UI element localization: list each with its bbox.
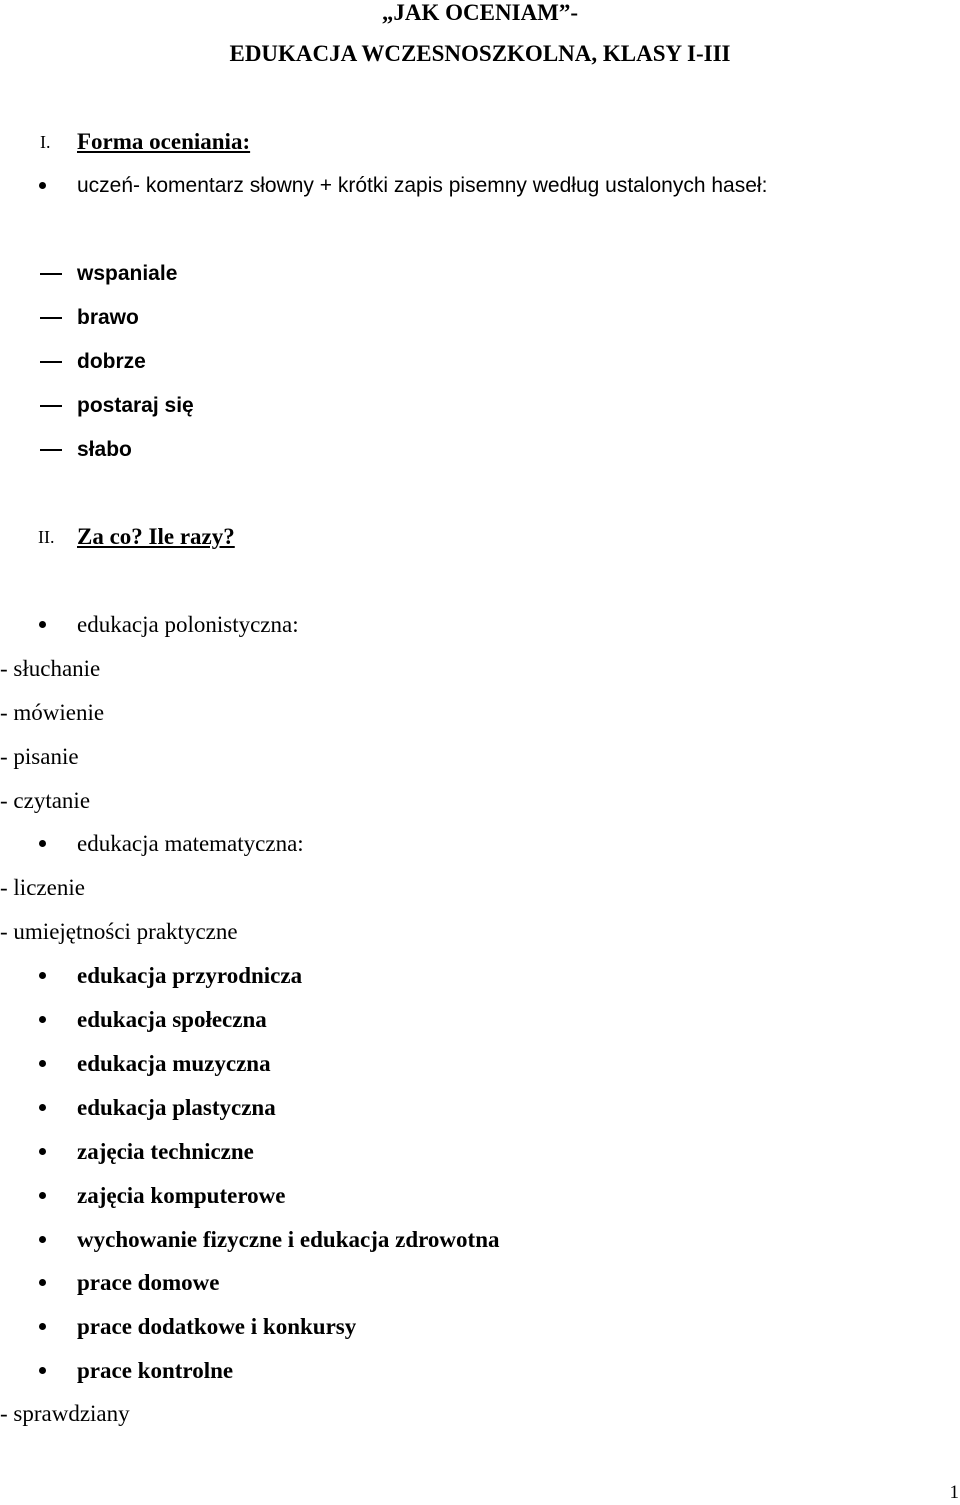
bullet-icon xyxy=(39,1192,46,1199)
area-label: prace dodatkowe i konkursy xyxy=(77,1314,357,1339)
rating-label: dobrze xyxy=(77,350,146,373)
rating-item xyxy=(0,252,960,296)
area-label: zajęcia techniczne xyxy=(77,1139,254,1164)
area-label: edukacja plastyczna xyxy=(77,1095,276,1120)
sub-item xyxy=(0,735,960,779)
dash-icon xyxy=(40,317,62,319)
section-2-heading xyxy=(0,515,960,559)
rating-item xyxy=(0,384,960,428)
bullet-icon xyxy=(39,840,46,847)
area-item xyxy=(0,998,960,1042)
sub-item-text: - sprawdziany xyxy=(0,1401,130,1426)
area-label: edukacja przyrodnicza xyxy=(77,963,303,988)
area-label: prace domowe xyxy=(77,1270,220,1295)
area-item xyxy=(0,1305,960,1349)
area-item xyxy=(0,1086,960,1130)
rating-item xyxy=(0,428,960,472)
sub-item xyxy=(0,691,960,735)
bullet-icon xyxy=(39,1236,46,1243)
bullet-icon xyxy=(39,1148,46,1155)
area-item xyxy=(0,1261,960,1305)
rating-label: słabo xyxy=(77,438,132,461)
section-1-number: I. xyxy=(40,132,51,152)
sub-item-text: - mówienie xyxy=(0,700,105,725)
area-item xyxy=(0,1042,960,1086)
document-title: „JAK OCENIAM”- xyxy=(381,0,579,25)
bullet-icon xyxy=(39,182,46,189)
sub-item xyxy=(0,647,960,691)
sub-item-text: - słuchanie xyxy=(0,656,101,681)
area-item xyxy=(0,954,960,998)
sub-item-text: - liczenie xyxy=(0,875,85,900)
section-1-intro xyxy=(0,164,960,208)
area-label: edukacja muzyczna xyxy=(77,1051,271,1076)
rating-item xyxy=(0,296,960,340)
section-2-title: Za co? Ile razy? xyxy=(77,524,235,549)
area-label: edukacja polonistyczna: xyxy=(77,612,299,637)
area-item xyxy=(0,1218,960,1262)
sub-item xyxy=(0,910,960,954)
sub-item-text: - czytanie xyxy=(0,788,91,813)
section-2-number: II. xyxy=(38,527,55,547)
rating-item xyxy=(0,340,960,384)
dash-icon xyxy=(40,273,62,275)
area-item xyxy=(0,1130,960,1174)
rating-label: postaraj się xyxy=(77,394,194,417)
sub-item-text: - umiejętności praktyczne xyxy=(0,919,238,944)
sub-item xyxy=(0,866,960,910)
sub-item xyxy=(0,779,960,823)
sub-item xyxy=(0,1392,960,1436)
bullet-icon xyxy=(39,972,46,979)
section-1-heading xyxy=(0,120,960,164)
rating-label: brawo xyxy=(77,306,139,329)
bullet-icon xyxy=(39,1367,46,1374)
bullet-icon xyxy=(39,1060,46,1067)
bullet-icon xyxy=(39,621,46,628)
area-item xyxy=(0,1174,960,1218)
dash-icon xyxy=(40,449,62,451)
document-subtitle: EDUKACJA WCZESNOSZKOLNA, KLASY I-III xyxy=(229,41,731,66)
bullet-icon xyxy=(39,1016,46,1023)
area-item xyxy=(0,822,960,866)
dash-icon xyxy=(40,361,62,363)
area-label: zajęcia komputerowe xyxy=(77,1183,286,1208)
bullet-icon xyxy=(39,1104,46,1111)
area-label: prace kontrolne xyxy=(77,1358,234,1383)
intro-text: uczeń- komentarz słowny + krótki zapis pisemny według ustalonych haseł: xyxy=(77,174,768,197)
bullet-icon xyxy=(39,1279,46,1286)
section-1-title: Forma oceniania: xyxy=(77,129,251,154)
area-label: edukacja matematyczna: xyxy=(77,831,304,856)
area-label: wychowanie fizyczne i edukacja zdrowotna xyxy=(77,1227,500,1252)
area-item xyxy=(0,1349,960,1393)
bullet-icon xyxy=(39,1323,46,1330)
area-label: edukacja społeczna xyxy=(77,1007,267,1032)
sub-item-text: - pisanie xyxy=(0,744,79,769)
rating-label: wspaniale xyxy=(77,262,178,285)
dash-icon xyxy=(40,405,62,407)
page-number: 1 xyxy=(949,1482,959,1503)
area-item xyxy=(0,603,960,647)
